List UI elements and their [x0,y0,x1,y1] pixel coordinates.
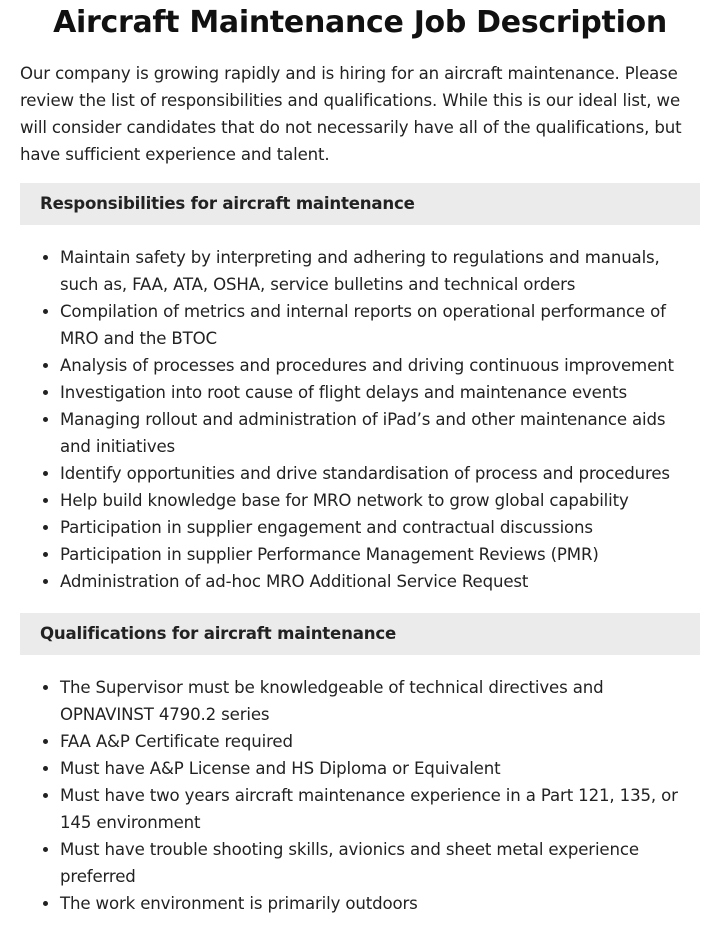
list-item: Help build knowledge base for MRO network to grow global capability [60,487,700,514]
qualifications-list [20,674,700,917]
list-item: Participation in supplier engagement and contractual discussions [60,514,700,541]
page-title: Aircraft Maintenance Job Description [53,5,667,40]
list-item: Identify opportunities and drive standardisation of process and procedures [60,460,700,487]
qualifications-heading: Qualifications for aircraft maintenance [20,613,700,655]
responsibilities-heading: Responsibilities for aircraft maintenance [20,183,700,225]
list-item: Must have trouble shooting skills, avionics and sheet metal experience preferred [60,836,700,890]
list-item: Managing rollout and administration of iPad’s and other maintenance aids and initiatives [60,406,700,460]
list-item: The Supervisor must be knowledgeable of technical directives and OPNAVINST 4790.2 series [60,674,700,728]
list-item: Maintain safety by interpreting and adhering to regulations and manuals, such as, FAA, ATA, OSHA, service bulletins and technical orders [60,244,700,298]
intro-paragraph: Our company is growing rapidly and is hiring for an aircraft maintenance. Please review the list of responsibilities and qualifications. While this is our ideal list, we will consider candidates that do not necessarily have all of the qualifications, but have sufficient experience and talent. [20,64,682,164]
list-item: Must have two years aircraft maintenance experience in a Part 121, 135, or 145 environment [60,782,700,836]
list-item: Must have A&P License and HS Diploma or Equivalent [60,755,700,782]
list-item: Compilation of metrics and internal reports on operational performance of MRO and the BTOC [60,298,700,352]
list-item: Participation in supplier Performance Management Reviews (PMR) [60,541,700,568]
list-item: FAA A&P Certificate required [60,728,700,755]
list-item: Administration of ad-hoc MRO Additional Service Request [60,568,700,595]
list-item: Investigation into root cause of flight delays and maintenance events [60,379,700,406]
list-item: The work environment is primarily outdoors [60,890,700,917]
list-item: Analysis of processes and procedures and driving continuous improvement [60,352,700,379]
responsibilities-list [20,244,700,595]
